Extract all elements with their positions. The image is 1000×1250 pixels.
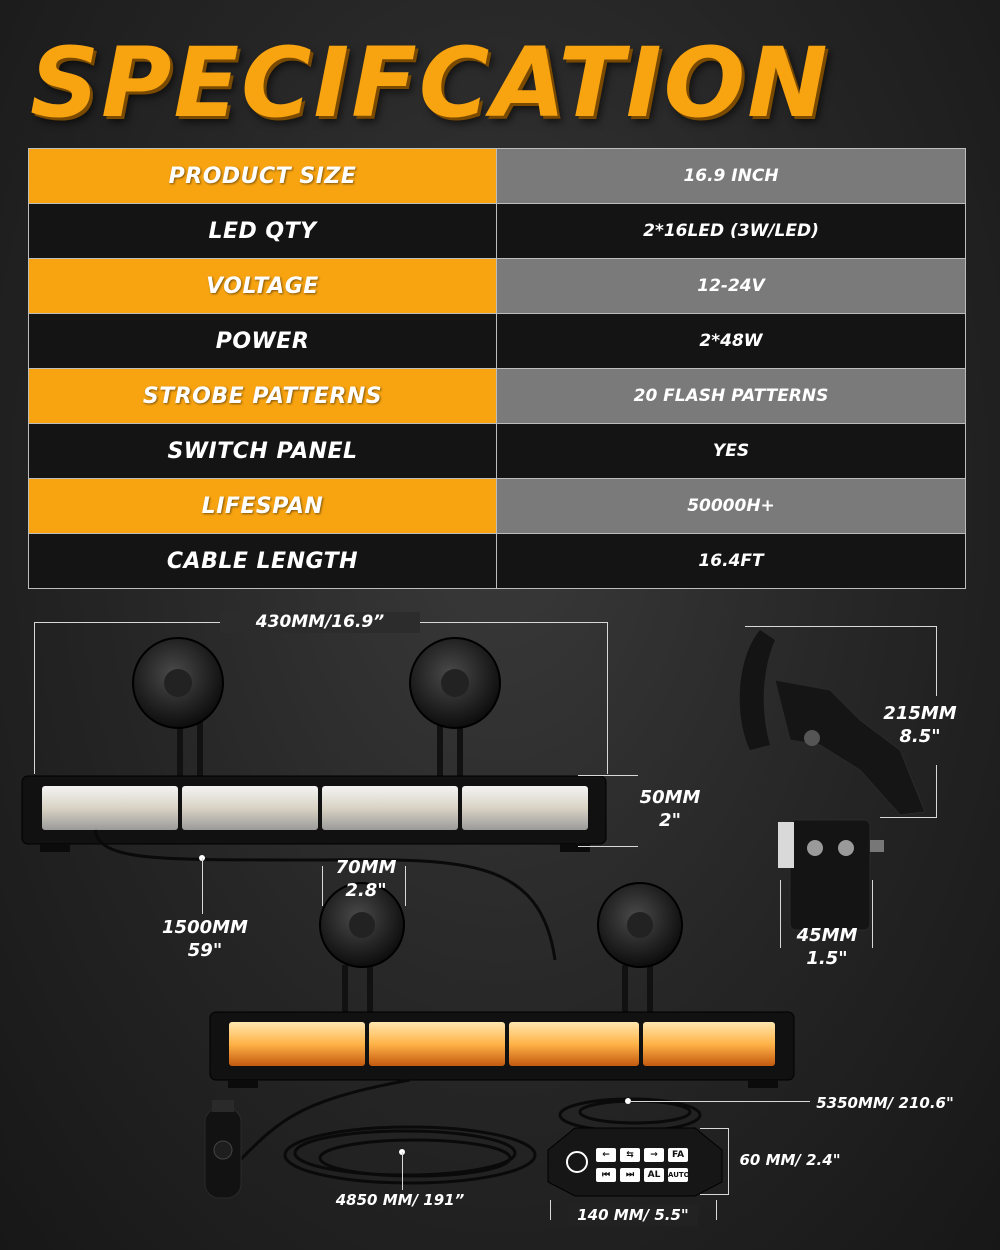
dimension-line: [607, 622, 608, 774]
dimension-line: [630, 1101, 810, 1102]
controller-cable-label: 5350MM/ 210.6": [816, 1094, 954, 1112]
dimension-line: [34, 622, 35, 774]
controller-cable: [560, 1099, 700, 1131]
spec-label: LIFESPAN: [29, 479, 497, 534]
dimension-line: [550, 1200, 551, 1220]
spec-label: POWER: [29, 314, 497, 369]
suction-cup: [133, 638, 223, 785]
spec-value: 12-24V: [497, 259, 966, 314]
dimension-line: [716, 1200, 717, 1220]
spec-value: 2*16LED (3W/LED): [497, 204, 966, 259]
dimension-line: [402, 1152, 403, 1190]
controller-button[interactable]: ⇆: [626, 1150, 634, 1160]
spec-label: SWITCH PANEL: [29, 424, 497, 479]
spec-value: 16.9 INCH: [497, 149, 966, 204]
spec-value: 50000H+: [497, 479, 966, 534]
controller-button[interactable]: ⏮: [601, 1170, 611, 1180]
page-title: SPECIFCATION: [30, 27, 830, 139]
spec-label: PRODUCT SIZE: [29, 149, 497, 204]
bracket-in-label: 1.5": [806, 948, 848, 969]
dimension-line: [578, 846, 638, 847]
cable-mm-label: 1500MM: [162, 917, 248, 938]
bar-length-label: 430MM/16.9”: [220, 612, 420, 633]
controller-button-labels: [596, 1148, 688, 1182]
mount-height-mm-label: 215MM: [883, 703, 957, 724]
dimension-line: [745, 626, 937, 627]
spec-value: YES: [497, 424, 966, 479]
light-bar-off: [22, 776, 606, 852]
controller-button[interactable]: →: [650, 1150, 658, 1160]
cup-in-label: 2.8": [345, 880, 387, 901]
bar-height-mm-label: 50MM: [639, 787, 701, 808]
dimension-line: [700, 1128, 728, 1129]
spec-value: 20 FLASH PATTERNS: [497, 369, 966, 424]
dimension-line: [700, 1194, 728, 1195]
controller-button[interactable]: ←: [602, 1150, 610, 1160]
controller-height-label: 60 MM/ 2.4": [739, 1151, 841, 1169]
spec-value: 2*48W: [497, 314, 966, 369]
spec-label: LED QTY: [29, 204, 497, 259]
suction-cup: [410, 638, 500, 785]
bar-height-in-label: 2": [659, 810, 681, 831]
controller-button[interactable]: FA: [671, 1150, 685, 1160]
dimension-line: [936, 626, 937, 696]
spec-label: CABLE LENGTH: [29, 534, 497, 589]
side-mount: [740, 630, 925, 930]
bracket-mm-label: 45MM: [796, 925, 858, 946]
dimension-line: [880, 817, 937, 818]
spec-label: STROBE PATTERNS: [29, 369, 497, 424]
controller-button[interactable]: AL: [647, 1170, 661, 1180]
dimension-line: [578, 775, 638, 776]
cup-mm-label: 70MM: [335, 857, 397, 878]
controller-button[interactable]: ⏭: [625, 1170, 635, 1180]
controller-width-label: 140 MM/ 5.5": [568, 1205, 698, 1226]
controller-button[interactable]: AUTO: [668, 1171, 690, 1179]
dimension-line: [728, 1128, 729, 1195]
suction-cup: [598, 883, 682, 1015]
dimension-line: [936, 765, 937, 817]
dimension-line: [202, 858, 203, 914]
cigarette-plug: [205, 1100, 241, 1198]
plug-cable-label: 4850 MM/ 191”: [335, 1191, 465, 1209]
light-bar-lit: [210, 1012, 794, 1088]
spec-value: 16.4FT: [497, 534, 966, 589]
suction-cup: [320, 883, 404, 1015]
coiled-cable: [240, 1080, 535, 1183]
mount-height-in-label: 8.5": [899, 726, 941, 747]
cable-in-label: 59": [187, 940, 223, 961]
spec-label: VOLTAGE: [29, 259, 497, 314]
